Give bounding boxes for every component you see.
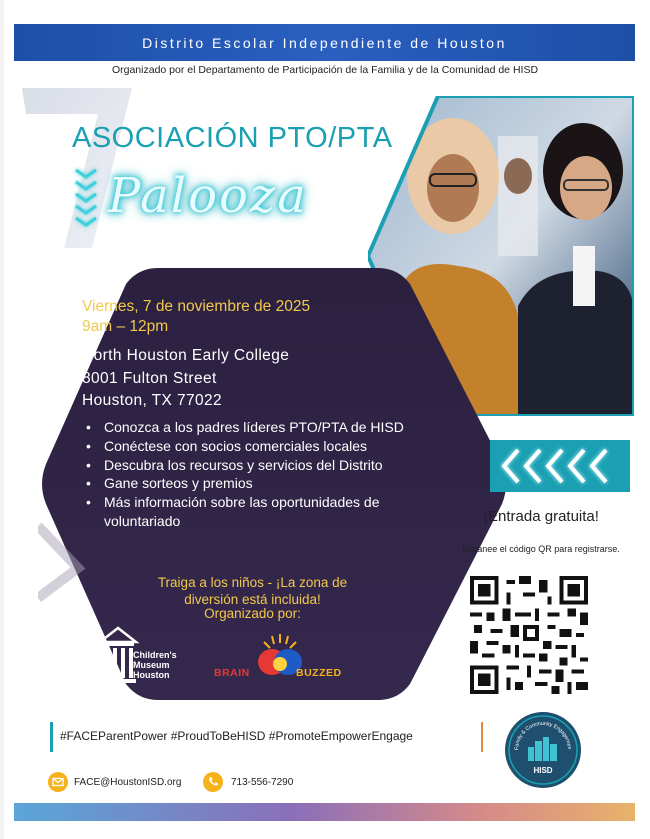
brain-wordmark: BRAIN xyxy=(214,667,250,679)
list-item: • Descubra los recursos y servicios del Distrito xyxy=(100,456,438,475)
badge-label: HISD xyxy=(533,766,553,775)
event-title: ASOCIACIÓN PTO/PTA xyxy=(72,122,393,154)
organizer-line: Organizado por el Departamento de Participación de la Familia y de la Comunidad de HISD xyxy=(111,64,539,76)
face-badge xyxy=(504,711,582,789)
free-entry-label: ¡Entrada gratuita! xyxy=(483,508,599,525)
divider xyxy=(481,722,483,752)
divider xyxy=(50,722,53,752)
venue-street: 8001 Fulton Street xyxy=(82,370,217,387)
phone-icon xyxy=(203,772,223,792)
venue-city: Houston, TX 77022 xyxy=(82,392,223,409)
list-item: • Más información sobre las oportunidades de voluntariado xyxy=(100,493,438,531)
decorative-arrows xyxy=(490,440,630,492)
district-name: Distrito Escolar Independiente de Houston xyxy=(142,34,507,51)
scan-instruction: Escanee el código QR para registrarse. xyxy=(462,544,620,554)
palooza-script-title: Palooza xyxy=(108,168,308,224)
chevron-stack-icon xyxy=(72,166,100,236)
contact-email[interactable]: FACE@HoustonISD.org xyxy=(74,777,182,788)
list-item: • Gane sorteos y premios xyxy=(100,474,438,493)
buzzed-wordmark: BUZZED xyxy=(296,667,342,679)
page-edge xyxy=(0,0,4,839)
kids-zone-note: Traiga a los niños - ¡La zona de diversión está incluida! xyxy=(157,575,348,607)
badge-arc-text: Family & Community Engagemen xyxy=(513,720,573,751)
venue-name: North Houston Early College xyxy=(82,347,290,364)
benefits-list xyxy=(100,418,438,531)
footer-gradient-bar xyxy=(14,803,635,821)
childrens-museum-name: Children's Museum Houston xyxy=(133,650,177,680)
organized-by-label: Organizado por: xyxy=(204,606,301,621)
qr-code[interactable] xyxy=(470,576,588,694)
event-time: 9am – 12pm xyxy=(82,318,169,335)
district-banner xyxy=(14,24,635,61)
contact-phone[interactable]: 713-556-7290 xyxy=(231,777,294,788)
event-date: Viernes, 7 de noviembre de 2025 xyxy=(82,298,311,315)
list-item: • Conéctese con socios comerciales locales xyxy=(100,437,438,456)
mail-icon xyxy=(48,772,68,792)
list-item: • Conozca a los padres líderes PTO/PTA de HISD xyxy=(100,418,438,437)
hashtags: #FACEParentPower #ProudToBeHISD #PromoteEmpowerEngage xyxy=(60,729,413,743)
brain-buzzed-logo xyxy=(214,634,346,688)
